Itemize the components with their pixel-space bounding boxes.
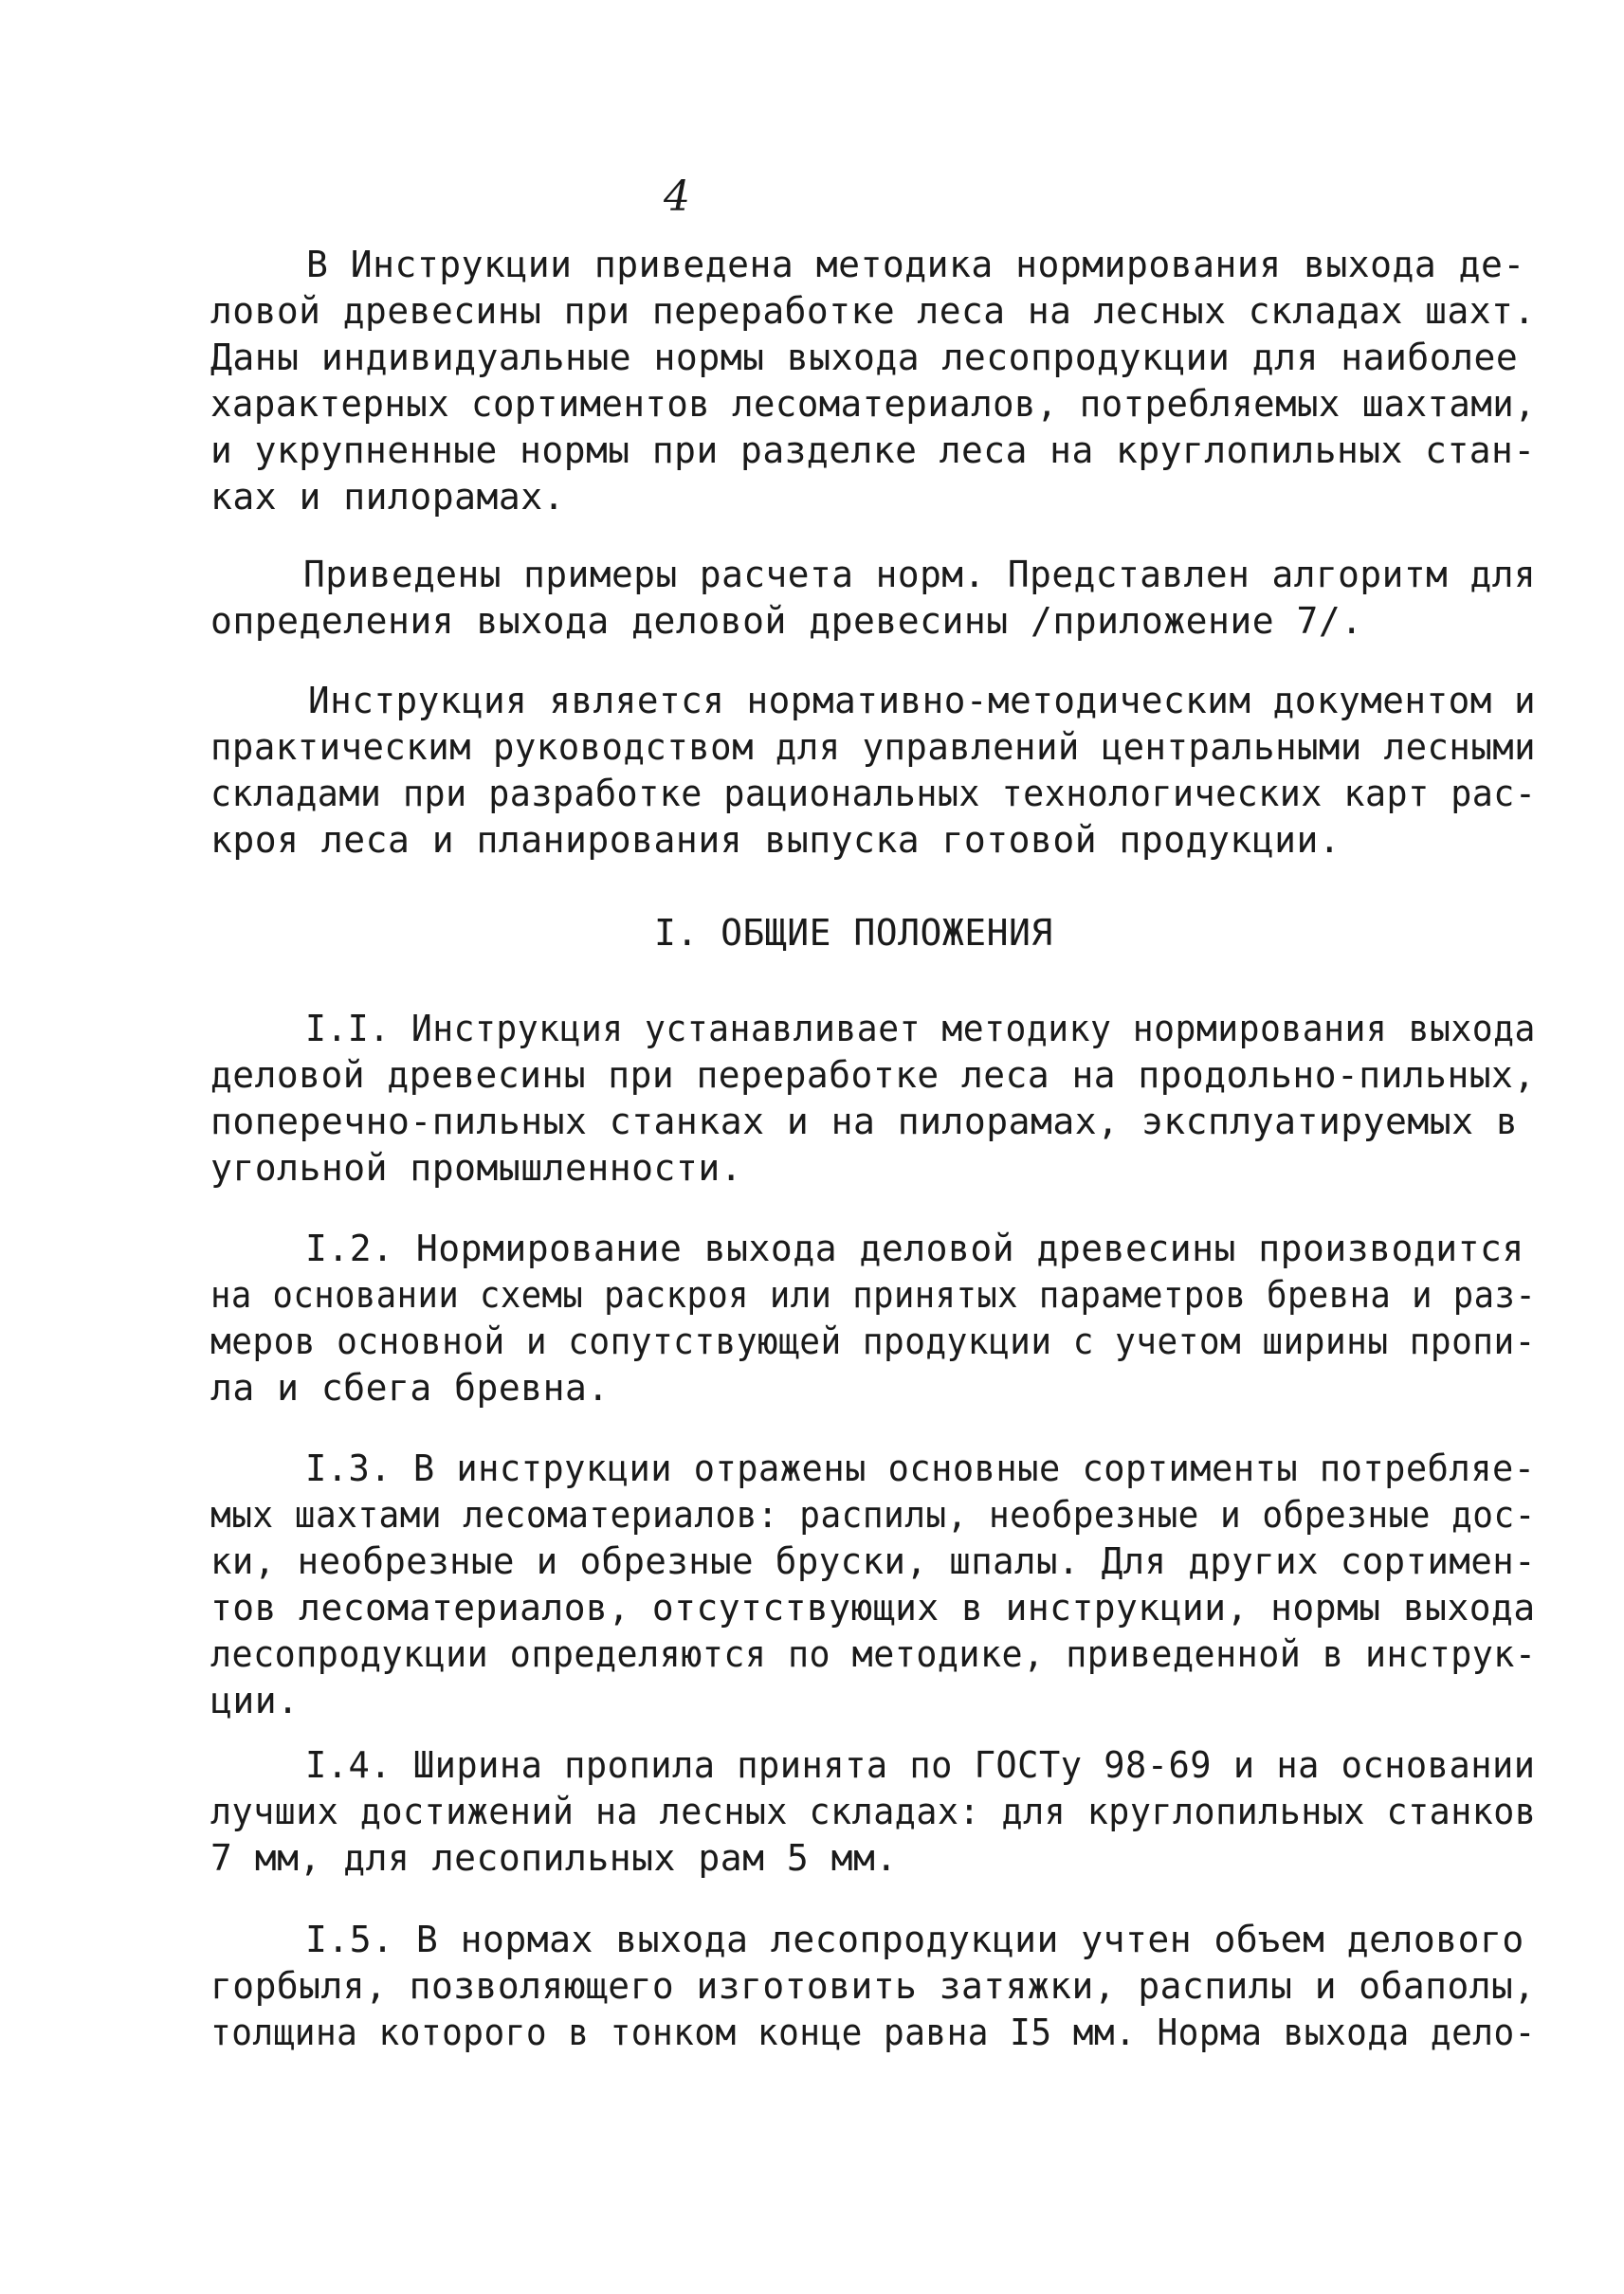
intro-line: ловой древесины при переработке леса на лесных складах шахт. bbox=[210, 290, 1536, 332]
section-title: I. ОБЩИЕ ПОЛОЖЕНИЯ bbox=[654, 912, 1053, 954]
page-number: 4 bbox=[664, 173, 690, 221]
clause-1-4-line: 7 мм, для лесопильных рам 5 мм. bbox=[210, 1837, 898, 1879]
intro-line: характерных сортиментов лесоматериалов, потребляемых шахтами, bbox=[210, 383, 1537, 425]
purpose-line: кроя леса и планирования выпуска готовой продукции. bbox=[210, 819, 1341, 861]
clause-1-4-line: лучших достижений на лесных складах: для круглопильных станков bbox=[210, 1791, 1537, 1832]
purpose-line: Инструкция является нормативно-методическим документом и bbox=[308, 680, 1537, 721]
intro-line: и укрупненные нормы при разделке леса на круглопильных стан- bbox=[210, 429, 1536, 471]
clause-1-2-line: I.2. Нормирование выхода деловой древесины производится bbox=[305, 1228, 1524, 1269]
clause-1-3-line: мых шахтами лесоматериалов: распилы, необрезные и обрезные дос- bbox=[210, 1494, 1536, 1536]
examples-line: определения выхода деловой древесины /приложение 7/. bbox=[210, 600, 1363, 642]
clause-1-5-line: горбыля, позволяющего изготовить затяжки, распилы и обаполы, bbox=[210, 1965, 1536, 2007]
intro-line: ках и пилорамах. bbox=[210, 476, 566, 518]
clause-1-1-line: деловой древесины при переработке леса на продольно-пильных, bbox=[210, 1054, 1536, 1096]
clause-1-2-line: ла и сбега бревна. bbox=[210, 1367, 610, 1409]
purpose-line: складами при разработке рациональных технологических карт рас- bbox=[210, 773, 1537, 814]
clause-1-3-line: тов лесоматериалов, отсутствующих в инструкции, нормы выхода bbox=[210, 1587, 1536, 1629]
intro-line: Даны индивидуальные нормы выхода лесопродукции для наиболее bbox=[210, 337, 1519, 378]
examples-line: Приведены примеры расчета норм. Представлен алгоритм для bbox=[303, 554, 1537, 595]
clause-1-2-line: меров основной и сопутствующей продукции с учетом ширины пропи- bbox=[210, 1320, 1536, 1362]
clause-1-1-line: I.I. Инструкция устанавливает методику нормирования выхода bbox=[305, 1008, 1536, 1049]
clause-1-1-line: угольной промышленности. bbox=[210, 1147, 743, 1189]
clause-1-3-line: I.3. В инструкции отражены основные сортименты потребляе- bbox=[305, 1447, 1536, 1489]
clause-1-4-line: I.4. Ширина пропила принята по ГОСТу 98-69 и на основании bbox=[305, 1744, 1536, 1786]
clause-1-2-line: на основании схемы раскроя или принятых параметров бревна и раз- bbox=[210, 1274, 1537, 1316]
clause-1-3-line: ки, необрезные и обрезные бруски, шпалы. Для других сортимен- bbox=[210, 1540, 1537, 1582]
purpose-line: практическим руководством для управлений центральными лесными bbox=[210, 726, 1537, 768]
clause-1-5-line: толщина которого в тонком конце равна I5 мм. Норма выхода дело- bbox=[210, 2012, 1536, 2053]
clause-1-3-line: ции. bbox=[210, 1680, 300, 1721]
clause-1-5-line: I.5. В нормах выхода лесопродукции учтен объем делового bbox=[305, 1919, 1524, 1960]
intro-line: В Инструкции приведена методика нормирования выхода де- bbox=[306, 244, 1525, 285]
clause-1-3-line: лесопродукции определяются по методике, приведенной в инструк- bbox=[210, 1633, 1537, 1675]
clause-1-1-line: поперечно-пильных станках и на пилорамах, эксплуатируемых в bbox=[210, 1101, 1519, 1142]
